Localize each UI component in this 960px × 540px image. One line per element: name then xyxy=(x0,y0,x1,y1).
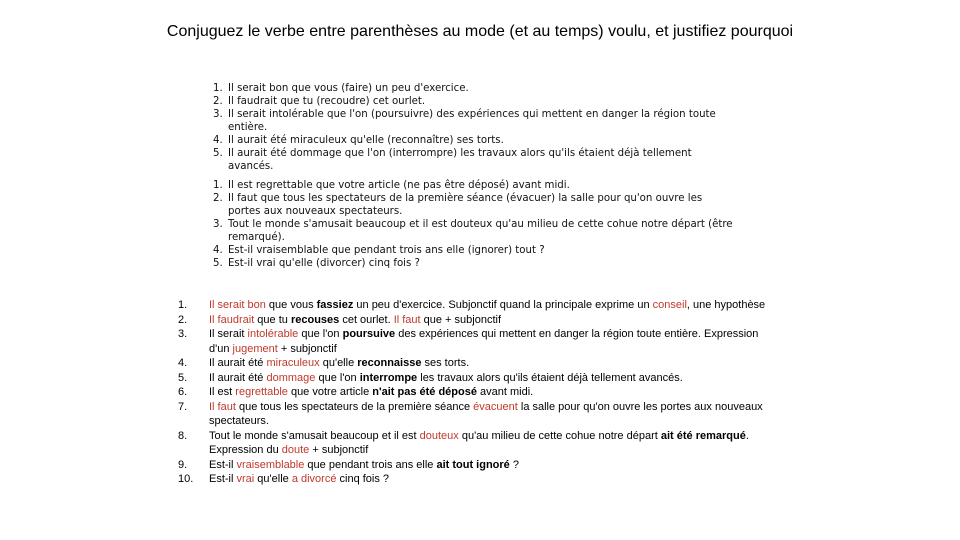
answer-number: 1. xyxy=(178,299,188,311)
exercise-item: 2. Il faut que tous les spectateurs de la première séance (évacuer) la salle pour qu'on ouvre les portes aux nouveaux spectateurs. xyxy=(226,192,733,218)
answers-list xyxy=(178,298,768,487)
answer-fragment: des expériences qui mettent en danger la région toute entière. Expression d'un xyxy=(209,328,759,355)
answer-text xyxy=(209,371,768,386)
exercise-item: 2. Il faudrait que tu (recoudre) cet ourlet. xyxy=(226,95,750,108)
highlighted-term: a divorcé xyxy=(291,473,337,485)
answer-text xyxy=(209,313,768,328)
answer-item xyxy=(178,400,768,429)
answer-number: 10. xyxy=(178,473,194,485)
highlighted-term: Il serait bon xyxy=(209,299,266,311)
answer-text xyxy=(209,356,768,371)
answer-fragment: Il aurait été xyxy=(209,357,267,369)
highlighted-term: intolérable xyxy=(247,328,299,340)
answer-fragment: qu'au milieu de cette cohue notre départ xyxy=(458,429,661,442)
answer-item xyxy=(178,298,768,313)
highlighted-term: Il faut xyxy=(393,313,421,326)
answer-text xyxy=(209,327,768,356)
answer-fragment: que l'on xyxy=(298,328,343,340)
answer-item xyxy=(178,327,768,356)
answer-fragment: que l'on xyxy=(315,371,360,384)
answer-item xyxy=(178,313,768,328)
exercise-item: 4. Est-il vraisemblable que pendant trois ans elle (ignorer) tout ? xyxy=(226,244,750,257)
conjugated-verb: ait été remarqué xyxy=(660,429,746,442)
highlighted-term: Il faut xyxy=(209,400,236,413)
answer-number: 5. xyxy=(178,371,188,384)
answer-item xyxy=(178,385,768,400)
answer-fragment: cinq fois ? xyxy=(336,473,390,485)
highlighted-term: conseil xyxy=(652,299,687,311)
answer-text xyxy=(209,472,768,487)
answer-item xyxy=(178,458,768,473)
answer-fragment: que votre article xyxy=(287,386,373,398)
highlighted-term: vraisemblable xyxy=(236,458,305,471)
answer-fragment: + subjonctif xyxy=(309,444,369,456)
highlighted-term: douteux xyxy=(419,429,459,442)
answer-fragment: Il aurait été xyxy=(209,371,267,384)
answer-fragment: ses torts. xyxy=(421,357,470,369)
exercise-item: 1. Il serait bon que vous (faire) un peu d'exercice. xyxy=(226,82,750,95)
answer-fragment: Tout le monde s'amusait beaucoup et il est xyxy=(209,429,420,442)
answer-item xyxy=(178,356,768,371)
exercise-list-2 xyxy=(210,179,750,270)
answer-number: 9. xyxy=(178,458,188,471)
answer-text xyxy=(209,458,768,473)
conjugated-verb: ait tout ignoré xyxy=(436,458,510,471)
answer-fragment: , une hypothèse xyxy=(686,299,766,311)
conjugated-verb: n'ait pas été déposé xyxy=(372,386,477,398)
highlighted-term: évacuent xyxy=(473,400,518,413)
answer-fragment: que tu xyxy=(254,313,291,326)
answer-number: 8. xyxy=(178,429,188,442)
answer-fragment: qu'elle xyxy=(319,357,358,369)
exercise-item: 1. Il est regrettable que votre article (ne pas être déposé) avant midi. xyxy=(226,179,750,192)
answer-number: 4. xyxy=(178,357,188,369)
answer-fragment: la salle pour qu'on ouvre les portes aux nouveaux spectateurs. xyxy=(209,400,763,427)
highlighted-term: miraculeux xyxy=(266,357,320,369)
answer-fragment: que pendant trois ans elle xyxy=(304,458,437,471)
answer-text xyxy=(209,385,768,400)
answer-fragment: . Expression du xyxy=(209,429,749,456)
answer-fragment: que tous les spectateurs de la première séance xyxy=(235,400,474,413)
answer-fragment: Il serait xyxy=(209,328,248,340)
answer-text xyxy=(209,298,768,313)
answer-number: 7. xyxy=(178,400,188,413)
answer-number: 3. xyxy=(178,328,188,340)
exercise-item: 4. Il aurait été miraculeux qu'elle (reconnaître) ses torts. xyxy=(226,134,750,147)
highlighted-term: vrai xyxy=(236,473,255,485)
conjugated-verb: recouses xyxy=(290,313,340,326)
exercise-item: 3. Il serait intolérable que l'on (poursuivre) des expériences qui mettent en danger la région toute entière. xyxy=(226,108,733,134)
exercise-item: 3. Tout le monde s'amusait beaucoup et il est douteux qu'au milieu de cette cohue notre départ (être remarqué). xyxy=(226,218,733,244)
conjugated-verb: interrompe xyxy=(359,371,418,384)
answer-fragment: Il est xyxy=(209,386,236,398)
answer-fragment: un peu d'exercice. Subjonctif quand la principale exprime un xyxy=(353,299,653,311)
answer-item xyxy=(178,472,768,487)
exercise-item: 5. Est-il vrai qu'elle (divorcer) cinq fois ? xyxy=(226,257,750,270)
conjugated-verb: poursuive xyxy=(342,328,396,340)
answer-fragment: que + subjonctif xyxy=(420,313,502,326)
answer-fragment: Est-il xyxy=(209,473,237,485)
page-title: Conjuguez le verbe entre parenthèses au mode (et au temps) voulu, et justifiez pourquoi xyxy=(166,23,794,40)
highlighted-term: regrettable xyxy=(235,386,288,398)
exercise-list-1 xyxy=(210,82,750,173)
highlighted-term: jugement xyxy=(232,342,278,355)
answer-fragment: ? xyxy=(509,458,519,471)
answer-number: 2. xyxy=(178,313,188,326)
exercise-image xyxy=(210,82,750,277)
answer-text xyxy=(209,400,768,429)
answer-fragment: cet ourlet. xyxy=(339,313,394,326)
conjugated-verb: fassiez xyxy=(316,299,354,311)
answer-fragment: Est-il xyxy=(209,458,237,471)
answer-fragment: + subjonctif xyxy=(277,342,337,355)
highlighted-term: doute xyxy=(281,444,310,456)
answer-item xyxy=(178,371,768,386)
highlighted-term: dommage xyxy=(266,371,316,384)
highlighted-term: Il faudrait xyxy=(209,313,255,326)
exercise-item: 5. Il aurait été dommage que l'on (interrompre) les travaux alors qu'ils étaient déjà tellement avancés. xyxy=(226,147,733,173)
answer-text xyxy=(209,429,768,458)
answer-fragment: que vous xyxy=(265,299,317,311)
conjugated-verb: reconnaisse xyxy=(357,357,422,369)
answer-number: 6. xyxy=(178,386,188,398)
answer-fragment: avant midi. xyxy=(476,386,534,398)
answer-fragment: qu'elle xyxy=(254,473,292,485)
answer-item xyxy=(178,429,768,458)
answer-fragment: les travaux alors qu'ils étaient déjà tellement avancés. xyxy=(417,371,683,384)
